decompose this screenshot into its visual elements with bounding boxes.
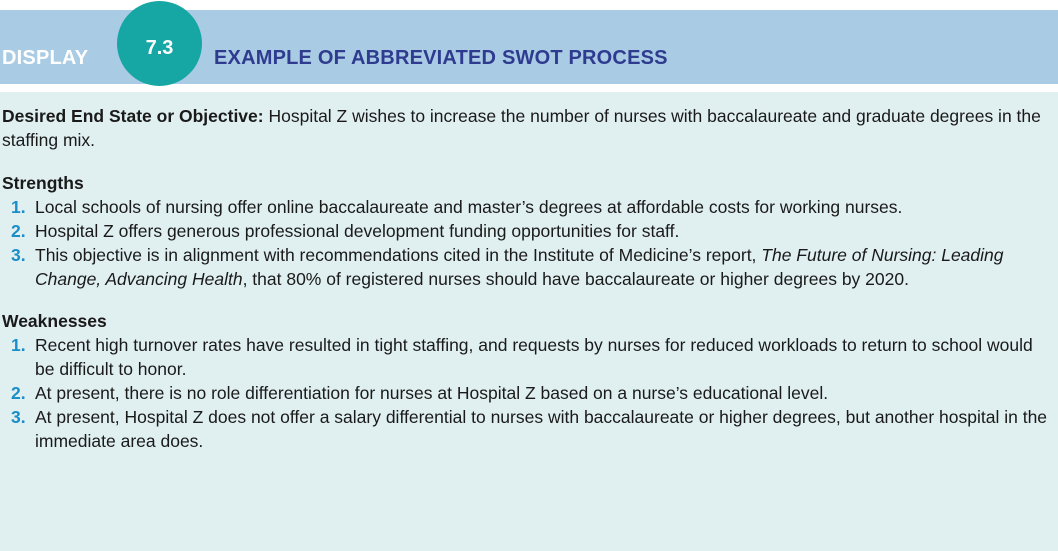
weakness-item [2,381,1052,405]
strength-item-number: 2. [11,221,26,241]
weakness-item [2,405,1052,453]
display-title: EXAMPLE OF ABBREVIATED SWOT PROCESS [214,47,668,69]
weakness-item-text: Recent high turnover rates have resulted in tight staffing, and requests by nurses for reduced workloads to return to school would be difficult to honor. [35,335,1033,379]
display-content-box [0,92,1058,551]
display-number: 7.3 [145,37,174,59]
strength-item [2,195,1052,219]
weakness-item-number: 1. [11,335,26,355]
weakness-item-number: 2. [11,383,26,403]
display-content [2,104,1052,471]
strength-item [2,243,1052,291]
objective-text: Hospital Z wishes to increase the number of nurses with baccalaureate and graduate degrees in the staffing mix. [2,106,1041,150]
strength-item-number: 1. [11,197,26,217]
weaknesses-list [2,333,1052,453]
display-label: DISPLAY [2,47,89,69]
weakness-item-text: At present, Hospital Z does not offer a salary differential to nurses with baccalaureate or higher degrees, but another hospital in the immediate area does. [35,407,1048,451]
strength-item-text: Hospital Z offers generous professional development funding opportunities for staff. [35,221,680,241]
strength-item-number: 3. [11,245,26,265]
strength-item-text: This objective is in alignment with recommendations cited in the Institute of Medicine’s report, [35,245,762,265]
weakness-item [2,333,1052,381]
weaknesses-heading: Weaknesses [2,311,107,331]
weakness-item-text: At present, there is no role differentiation for nurses at Hospital Z based on a nurse’s educational level. [35,383,829,403]
strength-item [2,219,1052,243]
strengths-heading: Strengths [2,173,84,193]
strength-item-text-end: , that 80% of registered nurses should have baccalaureate or higher degrees by 2020. [242,269,909,289]
objective-label: Desired End State or Objective: [2,106,264,126]
strength-item-text: Local schools of nursing offer online baccalaureate and master’s degrees at affordable costs for working nurses. [35,197,903,217]
weakness-item-number: 3. [11,407,26,427]
report-title: The Future of Nursing: Leading Change, Advancing Health [35,245,1004,289]
strengths-list [2,195,1052,291]
objective-paragraph [2,104,1052,152]
display-number-badge [117,1,202,86]
